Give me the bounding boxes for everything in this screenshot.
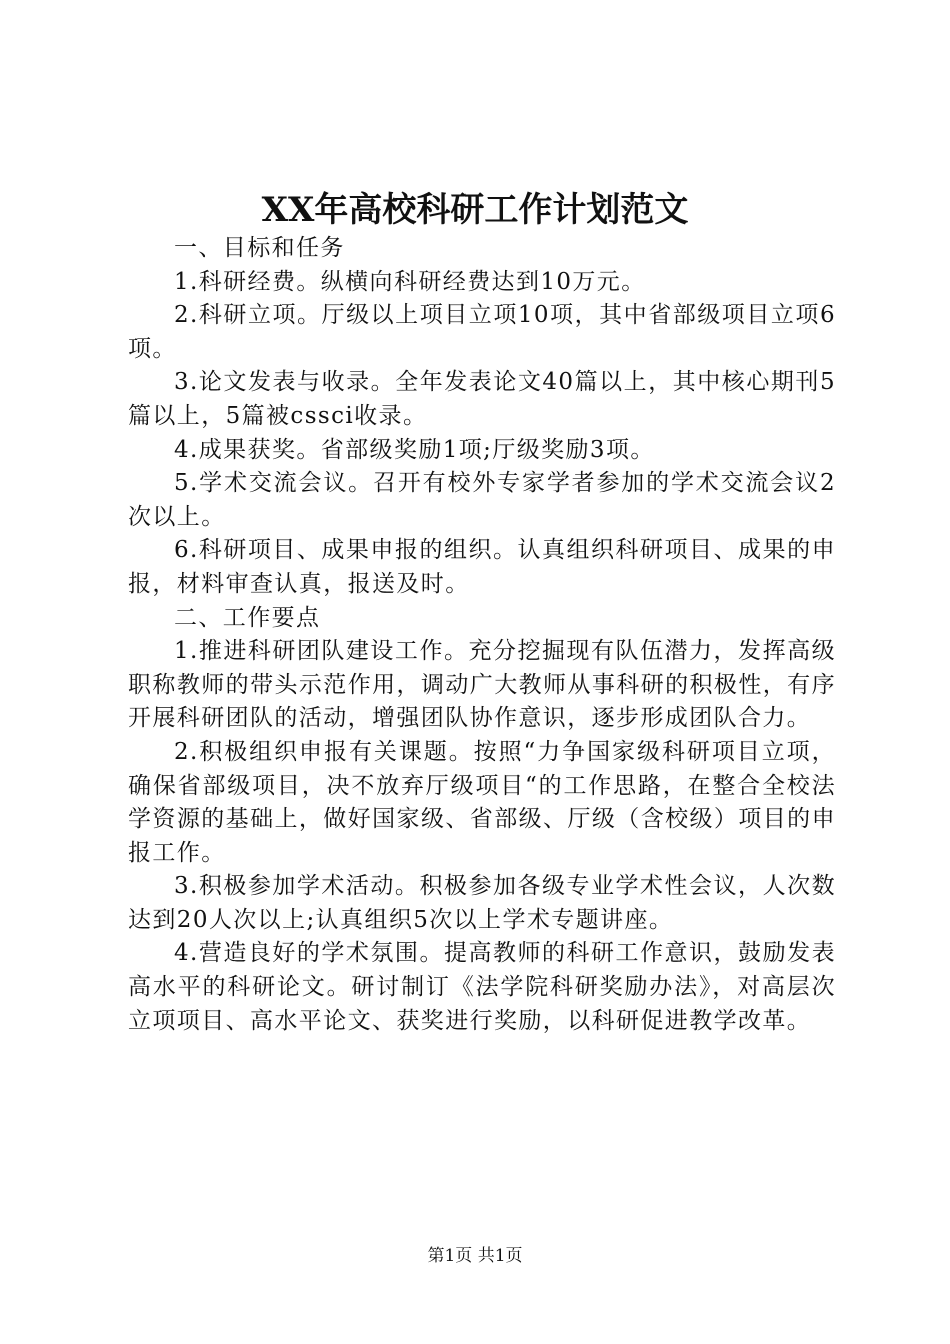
- paragraph-project-approval: 2.科研立项。厅级以上项目立项10项，其中省部级项目立项6项。: [128, 302, 836, 362]
- paragraph-paper-publication: 3.论文发表与收录。全年发表论文40篇以上，其中核心期刊5篇以上，5篇被cssci收录。: [128, 369, 836, 429]
- paragraph-project-application: 2.积极组织申报有关课题。按照“力争国家级科研项目立项，确保省部级项目，决不放弃厅级项目“的工作思路，在整合全校法学资源的基础上，做好国家级、省部级、厅级（含校级）项目的申报工作。: [128, 738, 836, 866]
- paragraph-academic-conference: 5.学术交流会议。召开有校外专家学者参加的学术交流会议2次以上。: [128, 470, 836, 530]
- document-title: XX年高校科研工作计划范文: [261, 190, 689, 230]
- paragraph-academic-activities: 3.积极参加学术活动。积极参加各级专业学术性会议，人次数达到20人次以上;认真组织5次以上学术专题讲座。: [128, 873, 836, 933]
- paragraph-academic-atmosphere: 4.营造良好的学术氛围。提高教师的科研工作意识，鼓励发表高水平的科研论文。研讨制订《法学院科研奖励办法》，对高层次立项项目、高水平论文、获奖进行奖励，以科研促进教学改革。: [128, 940, 836, 1034]
- page-footer: 第1页 共1页: [427, 1246, 523, 1266]
- paragraph-application-organization: 6.科研项目、成果申报的组织。认真组织科研项目、成果的申报，材料审查认真，报送及时。: [128, 537, 836, 597]
- section-heading-goals: 一、目标和任务: [174, 235, 345, 261]
- section-heading-key-points: 二、工作要点: [174, 604, 321, 631]
- paragraph-awards: 4.成果获奖。省部级奖励1项;厅级奖励3项。: [174, 436, 655, 463]
- document-body: [128, 232, 836, 1038]
- paragraph-team-building: 1.推进科研团队建设工作。充分挖掘现有队伍潜力，发挥高级职称教师的带头示范作用，调动广大教师从事科研的积极性，有序开展科研团队的活动，增强团队协作意识，逐步形成团队合力。: [128, 638, 836, 732]
- paragraph-research-funding: 1.科研经费。纵横向科研经费达到10万元。: [174, 268, 646, 295]
